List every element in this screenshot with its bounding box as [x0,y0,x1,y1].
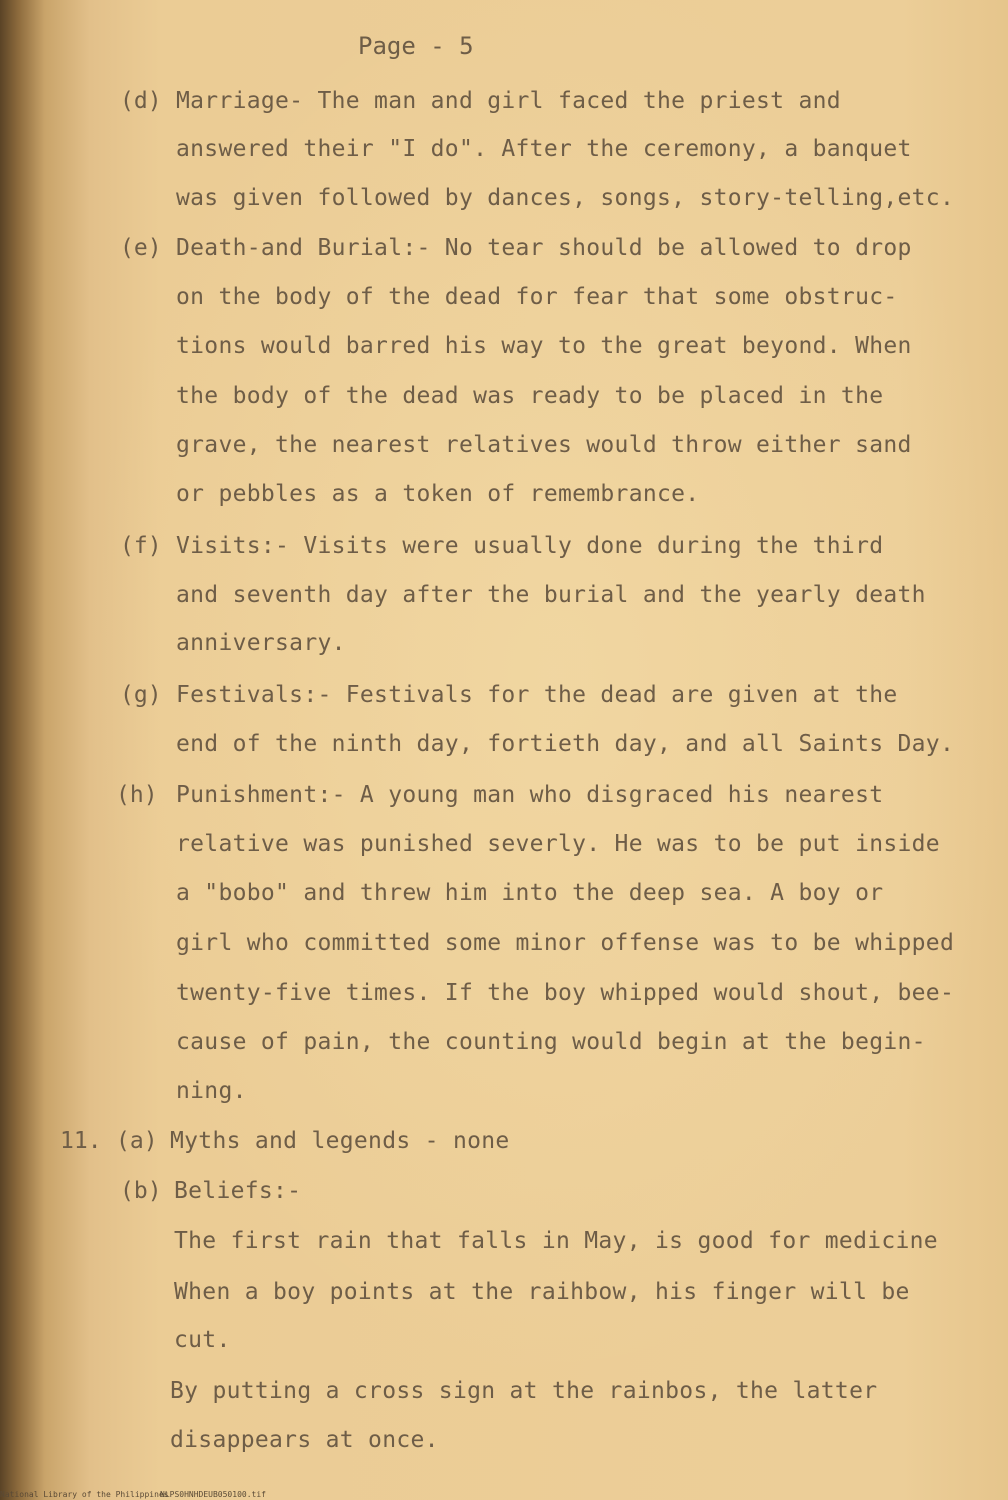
text-line: or pebbles as a token of remembrance. [176,481,700,507]
text-line: ning. [176,1078,247,1104]
myths-line: Myths and legends - none [170,1128,510,1154]
text-line: Death-and Burial:- No tear should be allowed to drop [176,235,912,261]
scan-filename: NLPS0HNHDEUB050100.tif [160,1490,266,1499]
text-line: Visits:- Visits were usually done during the third [176,533,884,559]
belief-line: disappears at once. [170,1427,439,1453]
section-e-label: (e) [120,235,162,261]
section-h-label: (h) [116,782,158,808]
text-line: girl who committed some minor offense was to be whipped [176,930,955,956]
item-11a-label: (a) [116,1128,158,1154]
text-line: answered their "I do". After the ceremony, a banquet [176,136,912,162]
belief-line: cut. [174,1327,231,1353]
text-line: twenty-five times. If the boy whipped would shout, bee- [176,980,955,1006]
text-line: was given followed by dances, songs, story-telling,etc. [176,185,955,211]
section-d-label: (d) [120,88,162,114]
text-line: grave, the nearest relatives would throw either sand [176,432,912,458]
belief-line: By putting a cross sign at the rainbos, the latter [170,1378,878,1404]
text-line: the body of the dead was ready to be placed in the [176,383,884,409]
text-line: Marriage- The man and girl faced the priest and [176,88,841,114]
text-line: and seventh day after the burial and the yearly death [176,582,926,608]
belief-line: The first rain that falls in May, is good for medicine [174,1228,938,1254]
item-11-number: 11. [60,1128,102,1154]
text-line: end of the ninth day, fortieth day, and all Saints Day. [176,731,955,757]
text-line: Punishment:- A young man who disgraced his nearest [176,782,884,808]
library-credit: National Library of the Philippines [0,1490,169,1499]
text-line: cause of pain, the counting would begin at the begin- [176,1029,926,1055]
belief-line: When a boy points at the raihbow, his finger will be [174,1279,910,1305]
text-line: tions would barred his way to the great beyond. When [176,333,912,359]
page-number: Page - 5 [358,32,474,60]
text-line: on the body of the dead for fear that some obstruc- [176,284,898,310]
text-line: Festivals:- Festivals for the dead are given at the [176,682,898,708]
section-f-label: (f) [120,533,162,559]
text-line: anniversary. [176,630,346,656]
text-line: relative was punished severly. He was to be put inside [176,831,940,857]
section-g-label: (g) [120,682,162,708]
beliefs-heading: Beliefs:- [174,1178,302,1204]
text-line: a "bobo" and threw him into the deep sea. A boy or [176,880,884,906]
item-11b-label: (b) [120,1178,162,1204]
